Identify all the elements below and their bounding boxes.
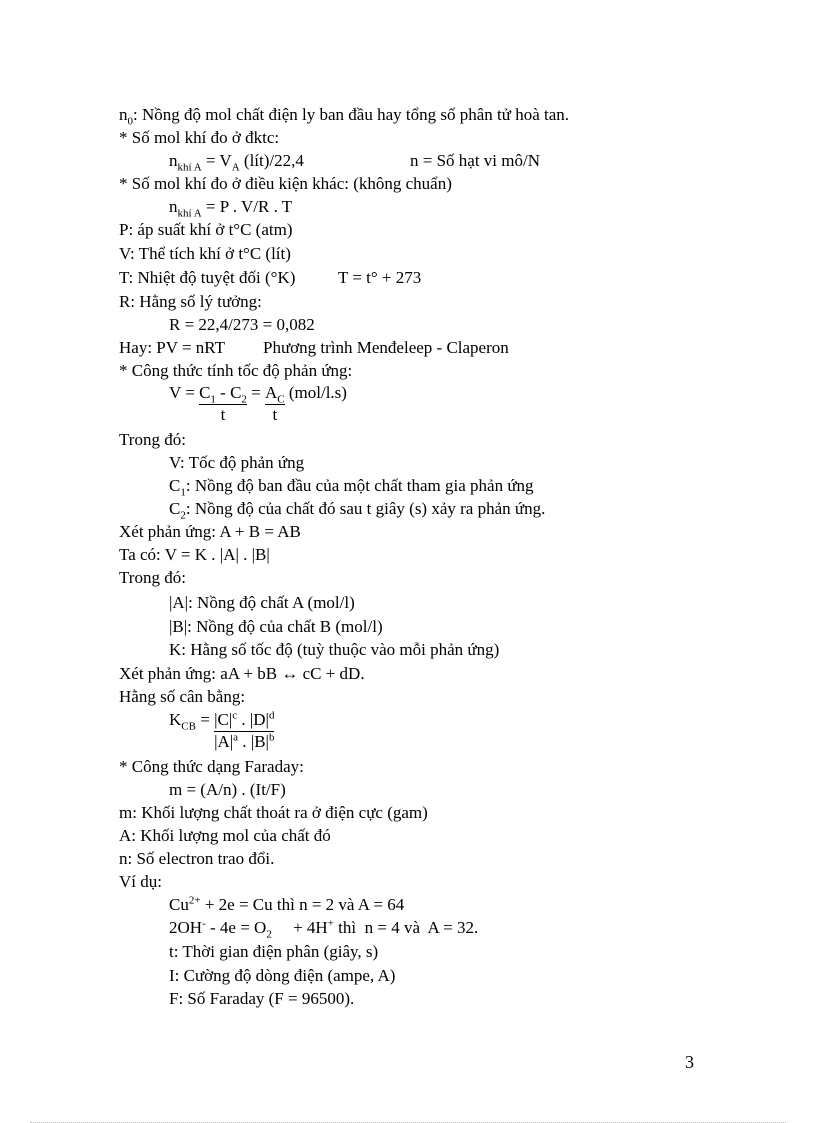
line-kelvin-conversion: T = t° + 273 <box>338 268 422 287</box>
line-n0-definition: $n_0$: Nồng độ mol chất điện ly ban đầu hay tổng số phân tử hoà tan. <box>119 105 570 128</box>
line-n-particles: n = Số hạt vi mô/N <box>410 151 541 170</box>
line-volume: V: Thể tích khí ở t°C (lít) <box>119 244 291 263</box>
line-kcb-formula: $K_{CB}$ = $\frac{|C|^c . |D|^d}{|A|^a . |B|^b}$ <box>169 709 275 751</box>
line-where-1: Trong đó: <box>119 430 186 449</box>
line-equilibrium-reaction: Xét phản ứng: aA + bB ↔ cC + dD. <box>119 664 365 683</box>
line-faraday-constant: F: Số Faraday (F = 96500). <box>169 989 355 1008</box>
line-equilibrium-heading: Hằng số cân bằng: <box>119 687 246 706</box>
line-rate-constant: K: Hằng số tốc độ (tuỳ thuộc vào mỗi phản ứng) <box>169 640 500 659</box>
line-pressure: P: áp suất khí ở t°C (atm) <box>119 220 293 239</box>
line-rate-heading: * Công thức tính tốc độ phản ứng: <box>119 361 353 380</box>
line-where-2: Trong đó: <box>119 568 186 587</box>
line-time-def: t: Thời gian điện phân (giây, s) <box>169 942 379 961</box>
line-n-stp-formula: $n_{khí A} = V_A$ (lít)/22,4 <box>169 151 304 174</box>
line-other-conditions-heading: * Số mol khí đo ở điều kiện khác: (không chuẩn) <box>119 174 452 193</box>
line-reaction-ab: Xét phản ứng: A + B = AB <box>119 522 301 541</box>
line-rate-law: Ta có: V = K . |A| . |B| <box>119 545 270 564</box>
line-mendeleev-claperon: Phương trình Menđeleep - Claperon <box>263 338 509 357</box>
line-electrons-def: n: Số electron trao đổi. <box>119 849 275 868</box>
rate-fraction-1: $\frac{C_1 - C_2}{t}$ <box>199 383 247 424</box>
line-faraday-heading: * Công thức dạng Faraday: <box>119 757 304 776</box>
line-cu-example: $Cu^{2+} + 2e = Cu$ thì n = 2 và A = 64 <box>169 894 405 914</box>
line-faraday-formula: m = (A/n) . (It/F) <box>169 780 286 799</box>
line-oh-example: $2OH^- - 4e = O_2$ + 4H+ thì n = 4 và A = 32. <box>169 917 479 941</box>
line-pv-nrt: Hay: PV = nRT <box>119 338 226 357</box>
line-r-value: R = 22,4/273 = 0,082 <box>169 315 315 334</box>
line-c1-def: $C_1$: Nồng độ ban đầu của một chất tham gia phản ứng <box>169 476 534 499</box>
line-conc-a: |A|: Nồng độ chất A (mol/l) <box>169 593 355 612</box>
line-conc-b: |B|: Nồng độ của chất B (mol/l) <box>169 617 383 636</box>
line-current-def: I: Cường độ dòng điện (ampe, A) <box>169 966 396 985</box>
line-mass-def: m: Khối lượng chất thoát ra ở điện cực (gam) <box>119 803 428 822</box>
line-stp-heading: * Số mol khí đo ở đktc: <box>119 128 280 147</box>
line-molar-mass-def: A: Khối lượng mol của chất đó <box>119 826 331 845</box>
line-c2-def: $C_2$: Nồng độ của chất đó sau t giây (s) xảy ra phản ứng. <box>169 499 546 522</box>
line-n-pv-formula: $n_{khí A} = P$ . V/R . T <box>169 197 293 220</box>
page-number: 3 <box>685 1052 694 1072</box>
line-example: Ví dụ: <box>119 872 162 891</box>
rate-fraction-2: $\frac{A_C}{t}$ <box>265 383 285 424</box>
line-rate-formula: V = $\frac{C_1 - C_2}{t}$ = $\frac{A_C}{t}$ (mol/l.s) <box>169 383 347 424</box>
line-v-rate: V: Tốc độ phản ứng <box>169 453 305 472</box>
kcb-fraction: $\frac{|C|^c . |D|^d}{|A|^a . |B|^b}$ <box>214 709 275 751</box>
line-gas-constant: R: Hằng số lý tưởng: <box>119 292 262 311</box>
line-absolute-temp: T: Nhiệt độ tuyệt đối (°K) <box>119 268 296 287</box>
